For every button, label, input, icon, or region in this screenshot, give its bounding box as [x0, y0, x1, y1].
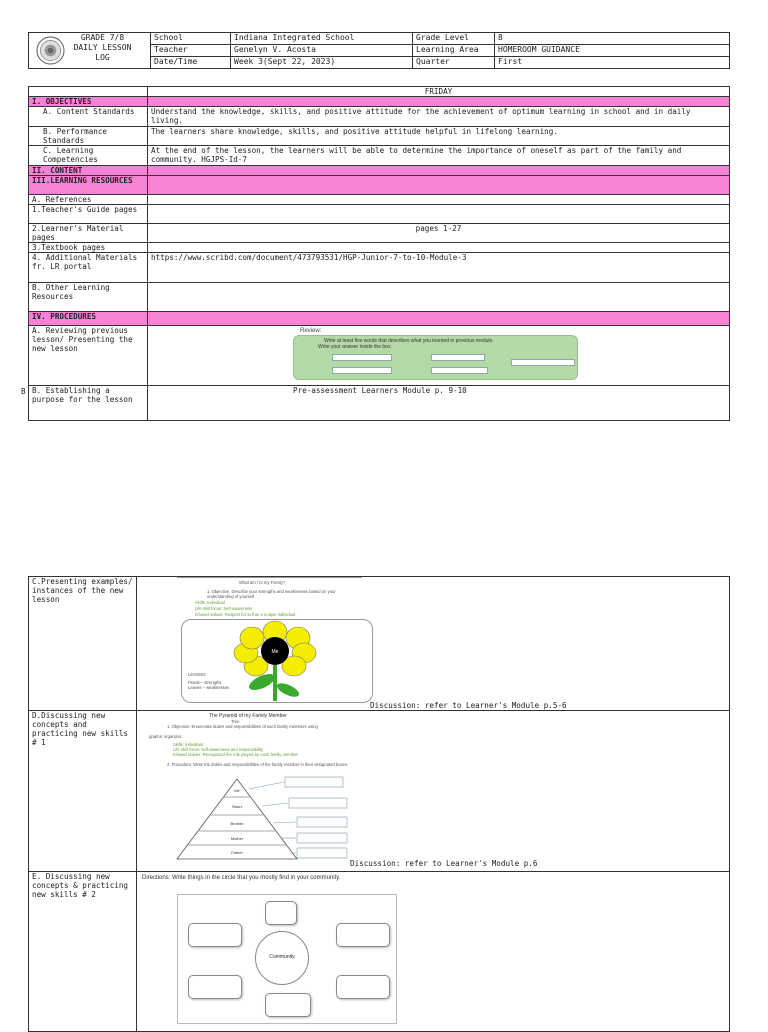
- worksheet-image: [177, 577, 362, 690]
- learners-material-pages: pages 1-27: [148, 224, 730, 243]
- family-pyramid-icon: [167, 773, 357, 863]
- community-center-circle: [255, 931, 309, 985]
- flower-center-label: Me: [271, 649, 279, 655]
- answer-box[interactable]: [511, 359, 575, 366]
- worksheet-text: Infused Values: Respect for self as a unique individual: [195, 612, 296, 617]
- pyramid-title: The Pyramid of my Family Member: [209, 713, 287, 719]
- additional-materials-label: 4. Additional Materials fr. LR portal: [29, 253, 148, 283]
- worksheet-text: 1. Objective: Describe your strengths and weaknesses based on your understanding of yourself.: [207, 589, 336, 599]
- community-box[interactable]: [265, 901, 297, 925]
- pink-cell: [148, 166, 730, 176]
- worksheet-text: Tree: [231, 719, 240, 724]
- blank-cell: [148, 205, 730, 224]
- additional-materials-link[interactable]: https://www.scribd.com/document/473793531/HGP-Junior-7-to-10-Module-3: [148, 253, 730, 283]
- lesson-plan-table-page-2: [28, 576, 730, 1032]
- header-table: [28, 32, 730, 69]
- community-box[interactable]: [188, 975, 242, 999]
- pyramid-level-label: Father: [231, 850, 243, 855]
- content-heading: II. CONTENT: [29, 166, 148, 176]
- worksheet-text: What am I to my Family?: [239, 580, 286, 585]
- discussing-concepts-2-label: E. Discussing new concepts & practicing new skills # 2: [29, 872, 137, 1032]
- teachers-guide-label: 1.Teacher's Guide pages: [29, 205, 148, 224]
- review-cell: [148, 326, 730, 386]
- establishing-purpose-text: Pre-assessment Learners Module p. 9-10: [148, 386, 730, 421]
- worksheet-text: Leaves – weaknesses: [188, 685, 230, 690]
- community-diagram: [177, 894, 397, 1024]
- presenting-examples-cell: [137, 577, 730, 711]
- pink-cell: [148, 312, 730, 326]
- pyramid-level-label: Brother: [230, 821, 244, 826]
- deped-seal-icon: [36, 36, 65, 65]
- header-key: Date/Time: [151, 57, 231, 69]
- worksheet-text: 2. Procedure: Write the duties and responsibilities of the family member in their designated boxes.: [167, 762, 349, 767]
- blank-cell: [29, 87, 148, 97]
- pyramid-level-label: Mother: [230, 836, 244, 841]
- worksheet-text: Life skill focus: Self-awareness: [195, 606, 253, 611]
- learning-competencies-text: At the end of the lesson, the learners will be able to determine the importance of oneself as part of the family and community. HGJPS-Id-7: [148, 146, 730, 166]
- worksheet-text: Skills: Individual: [195, 600, 225, 605]
- row-prefix: B: [21, 387, 26, 396]
- discussion-note: Discussion: refer to Learner's Module p.6: [350, 859, 538, 868]
- worksheet-text: Petals – strengths: [188, 680, 222, 685]
- textbook-label: 3.Textbook pages: [29, 243, 148, 253]
- pink-cell: [148, 97, 730, 107]
- watermark: ​: [288, 305, 312, 325]
- header-key: Quarter: [413, 57, 495, 69]
- discussing-concepts-1-cell: [137, 711, 730, 872]
- flower-frame: [181, 619, 373, 703]
- references-label: A. References: [29, 195, 148, 205]
- learning-competencies-label: C. Learning Competencies: [29, 146, 148, 166]
- header-value: HOMEROOM GUIDANCE: [495, 45, 730, 57]
- header-title-line2: DAILY LESSON: [73, 43, 132, 52]
- answer-box[interactable]: [332, 354, 392, 361]
- community-box[interactable]: [188, 923, 242, 947]
- community-center-label: Community: [269, 954, 295, 960]
- header-title-line3: LOG: [95, 53, 110, 62]
- header-value: Indiana Integrated School: [231, 33, 413, 45]
- learners-material-label: 2.Learner's Material pages: [29, 224, 148, 243]
- review-instruction-2: Write your answer inside the box.: [318, 344, 392, 350]
- header-key: School: [151, 33, 231, 45]
- discussing-concepts-1-label: D.Discussing new concepts and practicing new skills # 1: [29, 711, 137, 872]
- content-standards-text: Understand the knowledge, skills, and positive attitude for the achievement of optimum learning in school and in daily living.: [148, 107, 730, 127]
- header-value: First: [495, 57, 730, 69]
- discussion-note: Discussion: refer to Learner's Module p.5-6: [370, 701, 567, 710]
- answer-box[interactable]: [431, 354, 485, 361]
- worksheet-text: graphic organizer.: [149, 734, 183, 739]
- reviewing-label: A. Reviewing previous lesson/ Presenting the new lesson: [29, 326, 148, 386]
- worksheet-text: Infused Values: Recognized the role played by each family member: [173, 752, 298, 757]
- procedures-heading: IV. PROCEDURES: [29, 312, 148, 326]
- worksheet-text: LEGEND:: [188, 672, 207, 677]
- resources-heading: III.LEARNING RESOURCES: [29, 176, 148, 195]
- community-box[interactable]: [336, 975, 390, 999]
- community-directions: Directions: Write things in the circle that you mostly find in your community.: [142, 875, 341, 881]
- blank-cell: [148, 283, 730, 312]
- header-key: Learning Area: [413, 45, 495, 57]
- pyramid-level-label: Sister: [231, 804, 243, 809]
- header-title-cell: [29, 33, 151, 69]
- review-instruction-1: Write at least five words that describes what you learned in previous module.: [324, 338, 494, 344]
- performance-standards-label: B. Performance Standards: [29, 127, 148, 146]
- establishing-purpose-label-cell: [21, 386, 148, 421]
- lesson-plan-table: [21, 86, 730, 421]
- worksheet-text: Life skill focus: self-awareness and responsibility: [173, 747, 264, 752]
- header-title-line1: GRADE 7/8: [80, 33, 125, 42]
- day-heading: FRIDAY: [148, 87, 730, 97]
- pink-cell: [148, 176, 730, 195]
- review-activity-box: [293, 335, 578, 380]
- establishing-purpose-label: B. Establishing a purpose for the lesson: [32, 386, 133, 404]
- performance-standards-text: The learners share knowledge, skills, and positive attitude helpful in lifelong learning.: [148, 127, 730, 146]
- review-title: Review:: [300, 328, 322, 334]
- community-box[interactable]: [265, 993, 311, 1017]
- answer-box[interactable]: [332, 367, 392, 374]
- pyramid-level-label: Me: [234, 788, 240, 793]
- blank-cell: [148, 195, 730, 205]
- content-standards-label: A. Content Standards: [29, 107, 148, 127]
- header-key: Grade Level: [413, 33, 495, 45]
- header-value: Week 3(Sept 22, 2023): [231, 57, 413, 69]
- header-value: 8: [495, 33, 730, 45]
- other-resources-label: B. Other Learning Resources: [29, 283, 148, 312]
- header-value: Genelyn V. Acosta: [231, 45, 413, 57]
- blank-cell: [148, 243, 730, 253]
- community-box[interactable]: [336, 923, 390, 947]
- flower-icon: [220, 620, 330, 702]
- presenting-examples-label: C.Presenting examples/ instances of the new lesson: [29, 577, 137, 711]
- answer-box[interactable]: [431, 367, 488, 374]
- worksheet-text: 1. Objective: Enumerate duties and responsibilities of each family members using: [167, 724, 318, 729]
- header-key: Teacher: [151, 45, 231, 57]
- worksheet-text: Skills: Individual: [173, 742, 203, 747]
- discussing-concepts-2-cell: [137, 872, 730, 1032]
- objectives-heading: I. OBJECTIVES: [29, 97, 148, 107]
